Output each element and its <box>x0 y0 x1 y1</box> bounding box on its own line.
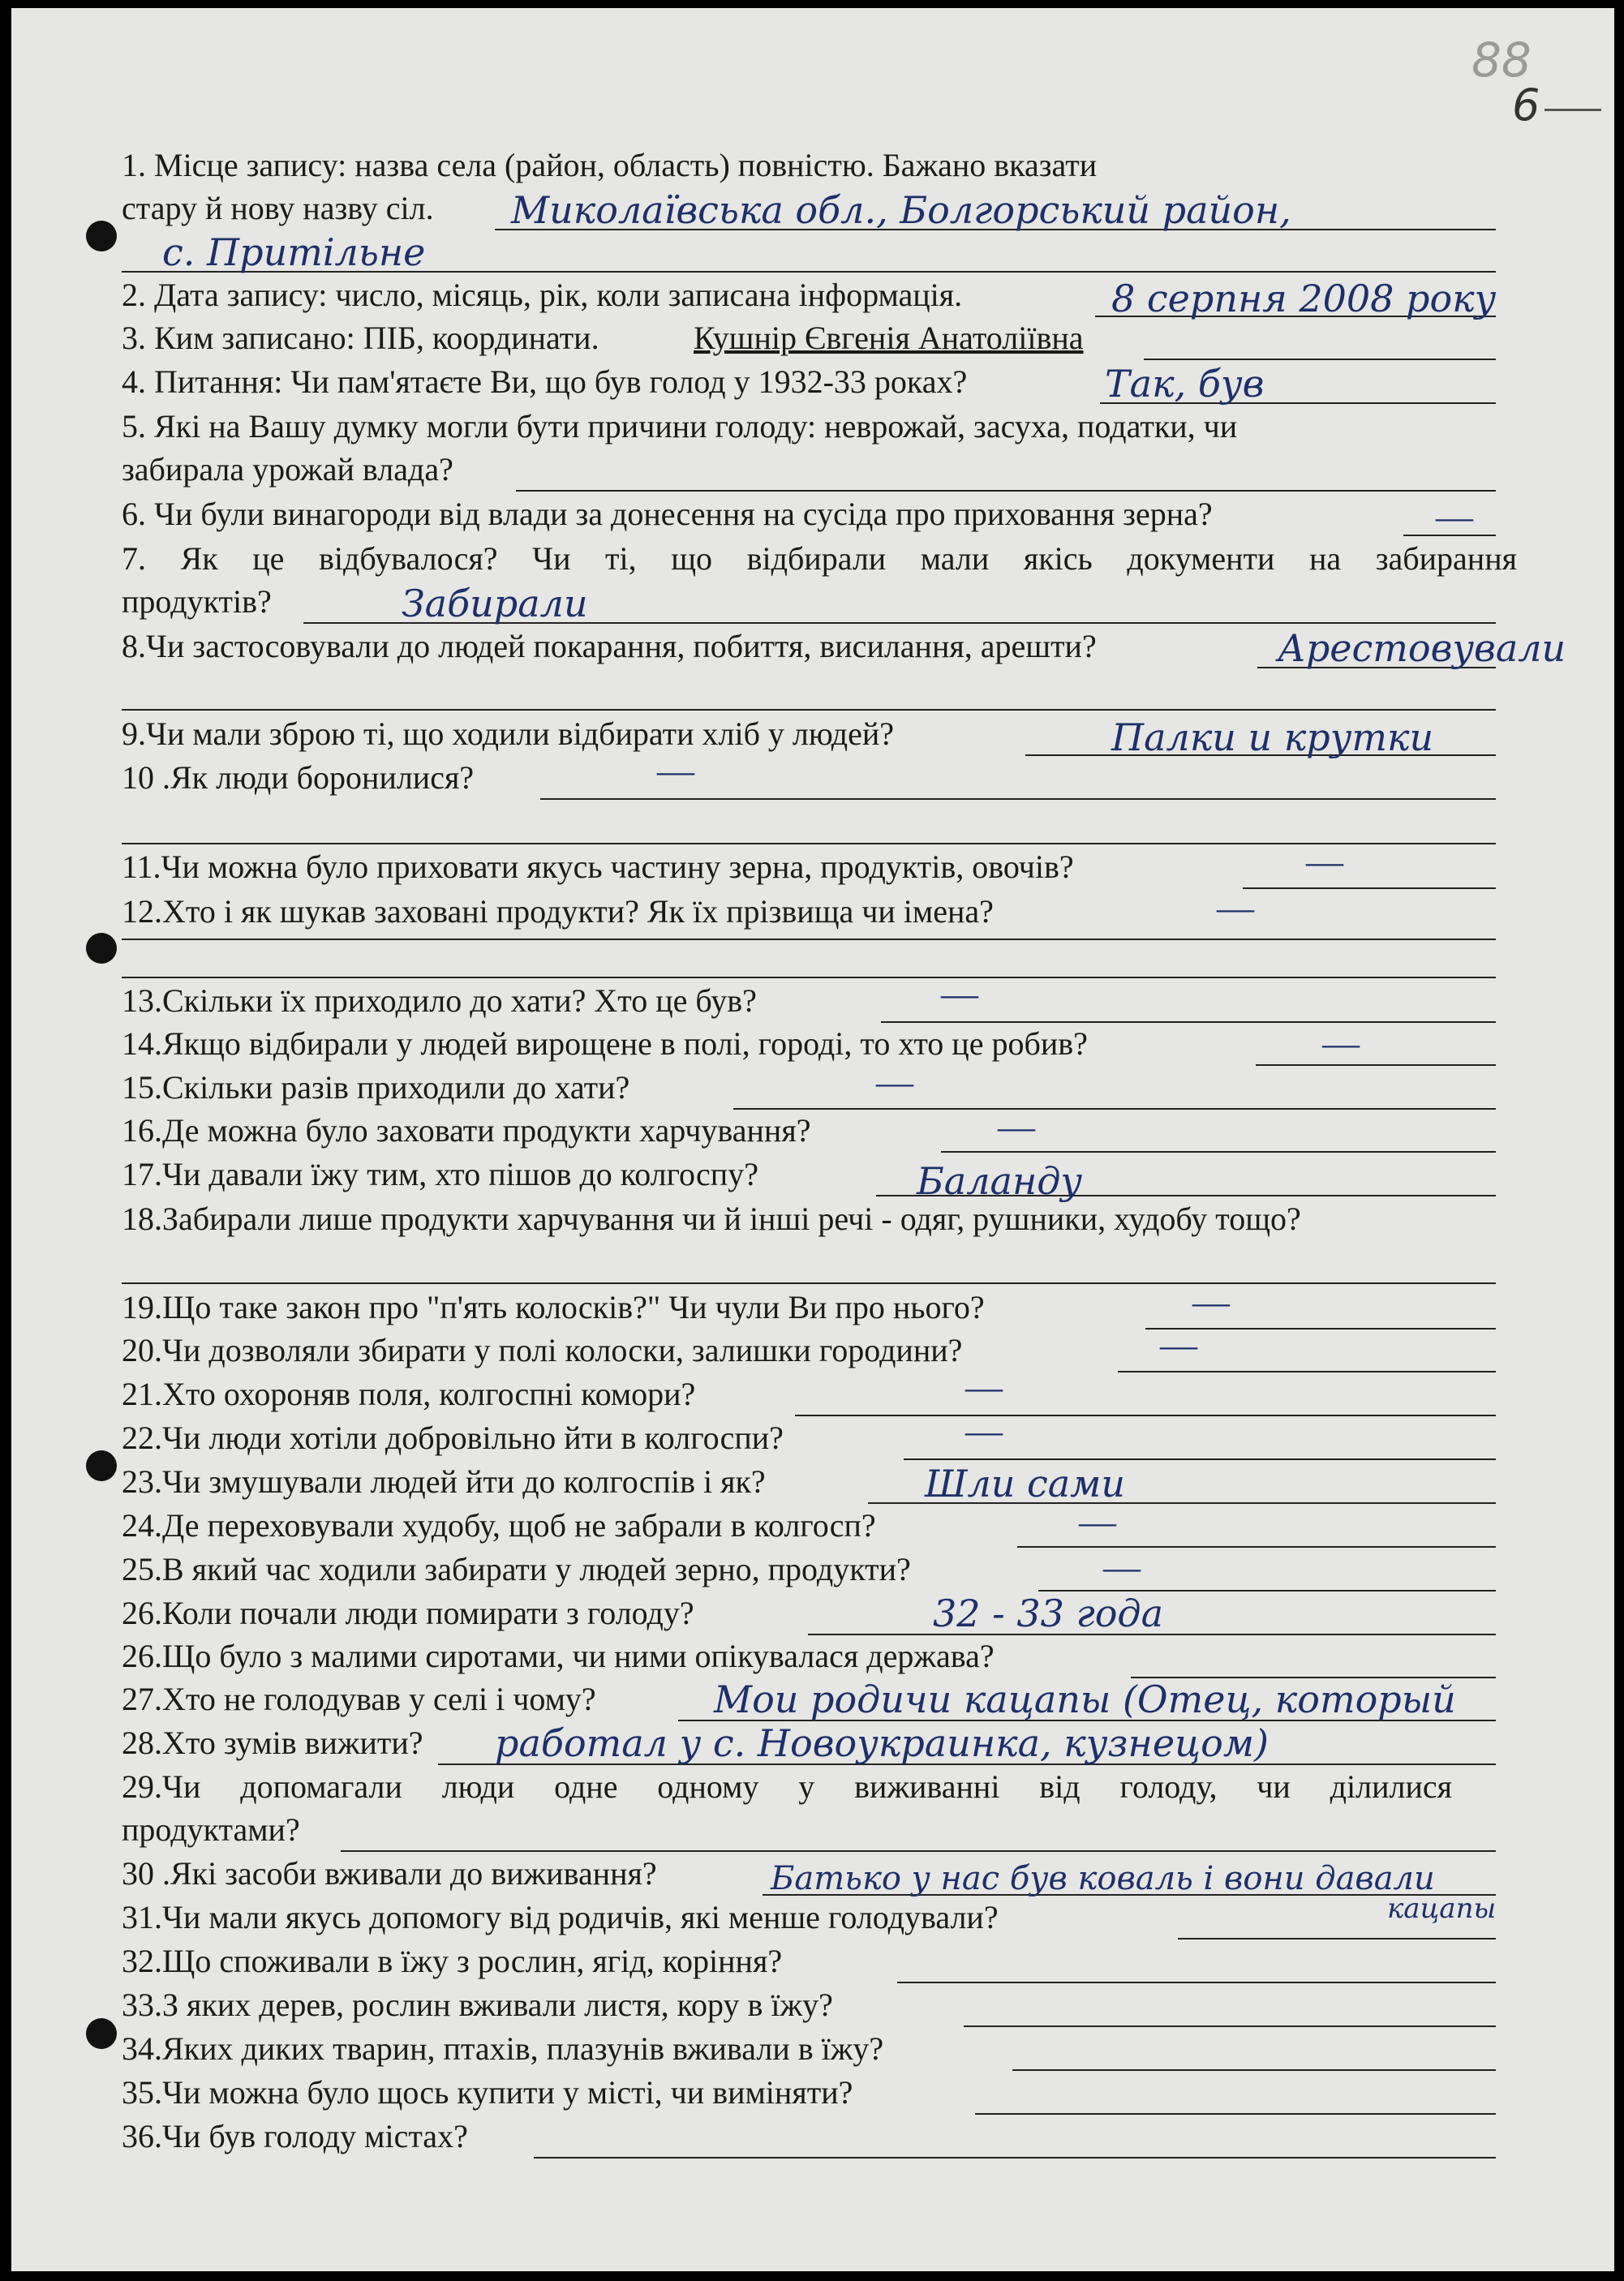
question-18 <box>122 1201 1496 1244</box>
handwritten-answer: работал у с. Новоукраинка, кузнецом) <box>495 1721 1269 1765</box>
question-16 <box>122 1106 1496 1156</box>
page-mark-stroke <box>1545 109 1601 111</box>
question-text: 6. Чи були винагороди від влади за донесення на сусіда про приховання зерна? <box>122 496 1213 532</box>
answer-line <box>1144 359 1496 360</box>
handwritten-answer: Батько у нас був коваль і вони давали <box>771 1860 1435 1897</box>
answer-line <box>1012 2069 1496 2071</box>
question-6 <box>122 496 1496 539</box>
question-text: 19.Що таке закон про "п'ять колосків?" Чи чули Ви про нього? <box>122 1289 985 1325</box>
question-text: 32.Що споживали в їжу з рослин, ягід, коріння? <box>122 1943 783 1979</box>
handwritten-answer: Мои родичи кацапы (Отец, который <box>714 1677 1456 1721</box>
question-1-line2 <box>122 188 1496 234</box>
answer-line <box>1118 1371 1496 1372</box>
question-29-line2 <box>122 1811 1496 1855</box>
question-12 <box>122 887 1496 937</box>
question-4 <box>122 362 1496 407</box>
question-34 <box>122 2030 1496 2074</box>
handwritten-dash: — <box>1217 887 1254 928</box>
punch-hole <box>86 2018 117 2049</box>
handwritten-dash: — <box>1079 1501 1116 1542</box>
question-29 <box>122 1768 1496 1812</box>
question-text: 12.Хто і як шукав заховані продукти? Як їх прізвища чи імена? <box>122 893 994 930</box>
answer-line <box>540 798 1496 800</box>
question-text: 4. Питання: Чи пам'ятаєте Ви, що був голод у 1932-33 роках? <box>122 363 968 400</box>
question-17 <box>122 1156 1496 1203</box>
question-text: 26.Коли почали люди помирати з голоду? <box>122 1595 694 1631</box>
question-13 <box>122 973 1496 1026</box>
page-number: 88 <box>1471 32 1532 88</box>
question-2 <box>122 277 1497 320</box>
punch-hole <box>86 221 117 251</box>
answer-line <box>122 977 1496 978</box>
question-23 <box>122 1462 1496 1507</box>
question-7-line2 <box>122 582 1496 627</box>
answer-line <box>904 1458 1496 1460</box>
question-20 <box>122 1324 1496 1376</box>
answer-line <box>1145 1328 1496 1330</box>
question-18-line2 <box>122 1247 1496 1287</box>
questionnaire-sheet <box>11 8 1614 2271</box>
answer-line <box>122 939 1496 940</box>
question-text: 9.Чи мали зброю ті, що ходили відбирати хліб у людей? <box>122 715 895 752</box>
handwritten-dash: — <box>1192 1281 1230 1322</box>
question-27 <box>122 1677 1496 1725</box>
question-text: 5. Які на Вашу думку могли бути причини голоду: неврожай, засуха, податки, чи <box>122 408 1238 445</box>
question-9 <box>122 715 1496 759</box>
handwritten-answer: Баланду <box>917 1159 1083 1203</box>
question-text: 33.З яких дерев, рослин вживали листя, кору в їжу? <box>122 1987 833 2023</box>
typed-answer: Кушнір Євгенія Анатоліївна <box>694 320 1084 356</box>
answer-line <box>975 2113 1496 2115</box>
handwritten-dash: — <box>965 1366 1003 1407</box>
handwritten-answer: Так, був <box>1105 362 1265 406</box>
handwritten-dash: — <box>1306 840 1343 882</box>
handwritten-dash: — <box>941 973 978 1014</box>
question-15 <box>122 1061 1496 1113</box>
answer-line <box>733 1108 1496 1110</box>
question-text: 8.Чи застосовували до людей покарання, побиття, висилання, арешти? <box>122 628 1097 664</box>
question-26a <box>122 1592 1496 1639</box>
question-text: 20.Чи дозволяли збирати у полі колоски, залишки городини? <box>122 1332 963 1368</box>
answer-line <box>1256 1064 1496 1066</box>
question-14 <box>122 1022 1496 1069</box>
handwritten-dash: — <box>876 1061 913 1102</box>
question-text: 27.Хто не голодував у селі і чому? <box>122 1681 596 1717</box>
handwritten-answer: Шли сами <box>925 1462 1125 1506</box>
handwritten-dash: — <box>1322 1022 1360 1063</box>
question-text: стару й нову назву сіл. <box>122 190 434 226</box>
handwritten-dash: — <box>965 1410 1003 1451</box>
punch-hole <box>86 1450 117 1481</box>
question-28 <box>122 1721 1496 1768</box>
question-text: 16.Де можна було заховати продукти харчування? <box>122 1112 811 1149</box>
question-text: 3. Ким записано: ПІБ, координати. <box>122 320 599 356</box>
answer-line <box>897 1982 1496 1983</box>
handwritten-answer: Миколаївська обл., Болгорський район, <box>511 188 1291 232</box>
answer-line <box>1178 1938 1496 1939</box>
handwritten-answer: Палки и крутки <box>1111 715 1434 759</box>
answer-line <box>122 843 1496 844</box>
question-3 <box>122 320 1496 363</box>
handwritten-answer: 8 серпня 2008 року <box>1111 277 1497 320</box>
answer-line <box>1017 1546 1496 1548</box>
handwritten-dash: — <box>1436 496 1473 537</box>
question-text: 11.Чи можна було приховати якусь частину зерна, продуктів, овочів? <box>122 848 1074 885</box>
answer-line <box>795 1415 1496 1416</box>
question-text: 10 .Як люди боронилися? <box>122 759 475 796</box>
question-8-line2 <box>122 673 1496 714</box>
question-1 <box>122 147 1496 191</box>
question-text: 25.В який час ходили забирати у людей зерно, продукти? <box>122 1551 911 1587</box>
question-text: забирала урожай влада? <box>122 451 453 488</box>
question-10-line2 <box>122 807 1496 848</box>
question-32 <box>122 1943 1496 1987</box>
question-text: 34.Яких диких тварин, птахів, плазунів вживали в їжу? <box>122 2030 884 2067</box>
question-5 <box>122 408 1496 452</box>
question-10 <box>122 750 1496 803</box>
question-text: 14.Якщо відбирали у людей вирощене в полі, городі, то хто це робив? <box>122 1025 1088 1062</box>
handwritten-dash: — <box>998 1106 1035 1147</box>
question-26b <box>122 1638 1496 1682</box>
handwritten-answer: кацапы <box>1387 1892 1497 1925</box>
handwritten-dash: — <box>1160 1324 1197 1365</box>
handwritten-dash: — <box>1103 1546 1141 1587</box>
question-text: 29.Чи допомагали люди одне одному у виживанні від голоду, чи ділилися <box>122 1768 1452 1805</box>
question-1-line3 <box>122 230 1496 276</box>
question-21 <box>122 1366 1496 1420</box>
question-8 <box>122 626 1566 672</box>
question-text: 21.Хто охороняв поля, колгоспні комори? <box>122 1376 696 1412</box>
question-text: 28.Хто зумів вижити? <box>122 1725 423 1761</box>
answer-line <box>122 1282 1496 1284</box>
answer-line <box>516 490 1496 492</box>
handwritten-answer: Арестовували <box>1278 626 1566 670</box>
question-22 <box>122 1410 1496 1463</box>
handwritten-answer: 32 - 33 года <box>933 1592 1163 1635</box>
question-text: 22.Чи люди хотіли добровільно йти в колгоспи? <box>122 1420 784 1456</box>
handwritten-answer: Забирали <box>402 582 588 625</box>
question-text: 35.Чи можна було щось купити у місті, чи виміняти? <box>122 2074 853 2111</box>
answer-line <box>881 1021 1496 1023</box>
page-mark: 6 <box>1512 79 1540 131</box>
question-text: 23.Чи змушували людей йти до колгоспів і як? <box>122 1463 766 1500</box>
question-12-line2 <box>122 941 1496 982</box>
question-25 <box>122 1546 1496 1595</box>
question-24 <box>122 1501 1496 1551</box>
question-text: 31.Чи мали якусь допомогу від родичів, які менше голодували? <box>122 1899 999 1935</box>
question-31 <box>122 1892 1497 1943</box>
question-19 <box>122 1281 1496 1333</box>
answer-line <box>1243 887 1496 889</box>
answer-line <box>964 2025 1496 2027</box>
question-33 <box>122 1987 1496 2030</box>
question-text: 26.Що було з малими сиротами, чи ними опікувалася держава? <box>122 1638 995 1674</box>
handwritten-dash: — <box>657 750 694 791</box>
question-text: 24.Де переховували худобу, щоб не забрали в колгосп? <box>122 1507 876 1544</box>
punch-hole <box>86 933 117 964</box>
question-text: 7. Як це відбувалося? Чи ті, що відбирали мали якісь документи на забирання <box>122 540 1517 577</box>
answer-line <box>122 709 1496 711</box>
handwritten-answer: с. Притільне <box>162 230 426 274</box>
question-text: 30 .Які засоби вживали до виживання? <box>122 1855 657 1892</box>
question-text: продуктів? <box>122 583 272 620</box>
question-11 <box>122 840 1496 892</box>
question-35 <box>122 2074 1496 2118</box>
answer-line <box>341 1850 1496 1852</box>
answer-line <box>941 1151 1496 1153</box>
answer-line <box>534 2157 1496 2159</box>
question-text: 2. Дата запису: число, місяць, рік, коли записана інформація. <box>122 277 963 313</box>
question-36 <box>122 2118 1496 2162</box>
question-text: 36.Чи був голоду містах? <box>122 2118 468 2154</box>
question-7 <box>122 540 1517 584</box>
question-text: 15.Скільки разів приходили до хати? <box>122 1069 630 1106</box>
question-text: 18.Забирали лише продукти харчування чи й інші речі - одяг, рушники, худобу тощо? <box>122 1201 1301 1237</box>
question-text: 17.Чи давали їжу тим, хто пішов до колгоспу? <box>122 1156 758 1192</box>
question-5-line2 <box>122 451 1496 495</box>
question-text: продуктами? <box>122 1811 300 1848</box>
question-text: 1. Місце запису: назва села (район, область) повністю. Бажано вказати <box>122 147 1098 183</box>
question-30 <box>122 1855 1496 1899</box>
question-text: 13.Скільки їх приходило до хати? Хто це був? <box>122 982 757 1019</box>
